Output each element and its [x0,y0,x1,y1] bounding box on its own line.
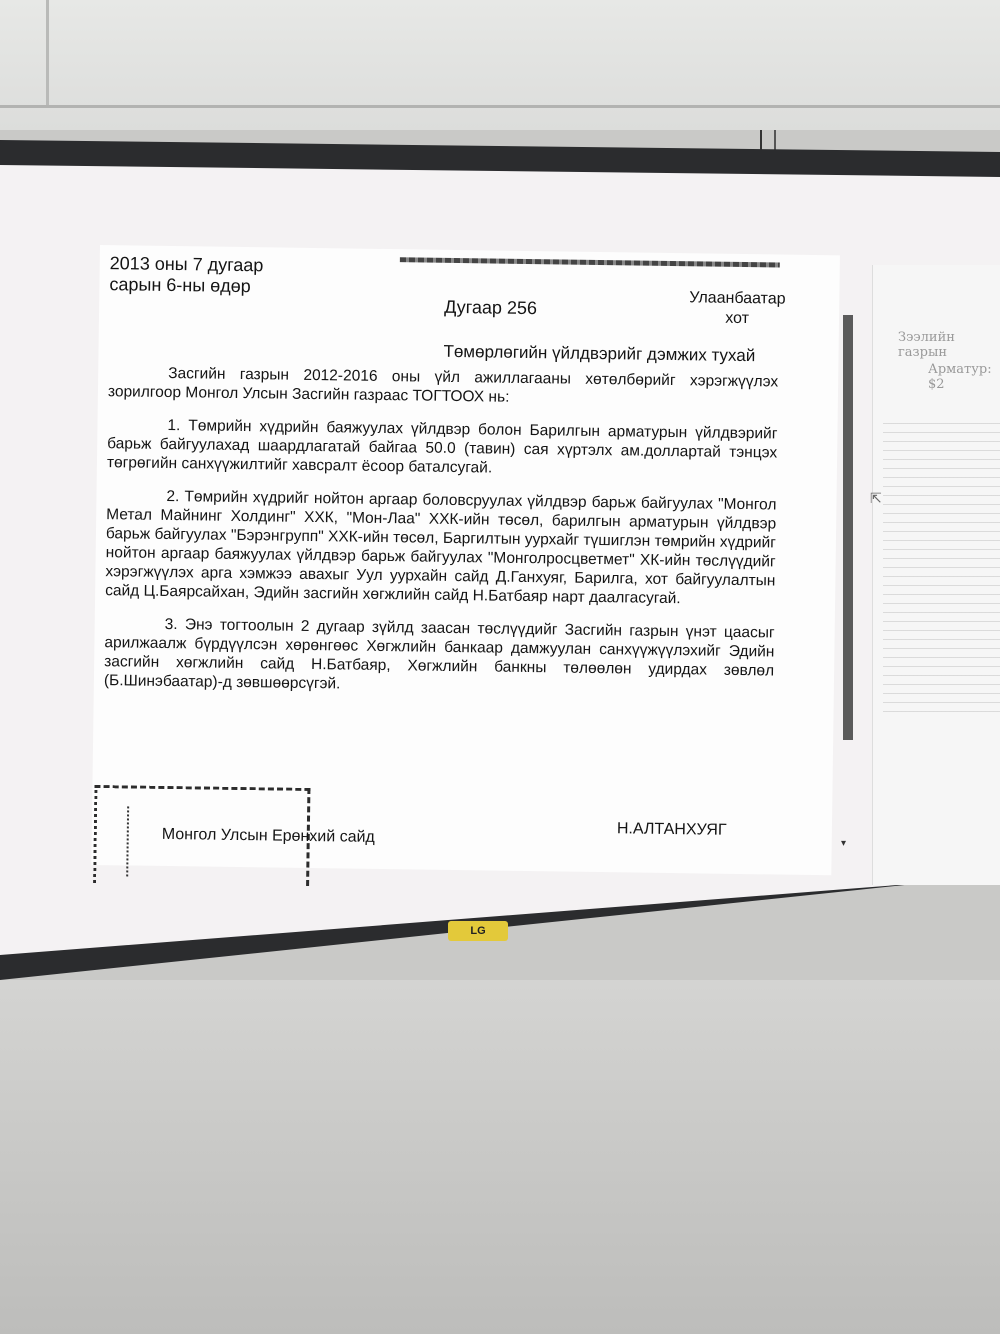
city-line-1: Улаанбаатар [689,289,786,308]
side-line-1: Зээлийн газрын [898,330,955,360]
ceiling-edge [0,105,1000,108]
item-3: 3. Энэ тогтоолын 2 дугаар зүйлд заасан төслүүдийг Засгийн газрын үнэт цаасыг арилжаалж бүрдүүлсэн хөрөнгөөс Хөгжлийн банкаар дамжуулан санхүүжүүлэхийг Эдийн засгийн хөгжлийн сайд Н.Батбаяр, Хөгжлийн банкны төлөөлөн удирдах зөвлөл (Б.Шинэбаатар)-д зөвшөөрсүгэй. [103,615,775,693]
scanned-document [91,245,840,875]
item-1: 1. Төмрийн хүдрийн баяжуулах үйлдвэр болон Барилгын арматурын үйлдвэрийг барьж байгуулахад шаардлагатай байгаа 50.0 (тавин) сая хүртэлх ам.доллартай тэнцэх төгрөгийн санхүүжилтийг хавсралт ёсоор баталсугай. [106,416,778,477]
item-2: 2. Төмрийн хүдрийг нойтон аргаар боловсруулах үйлдвэр барьж байгуулах "Монгол Метал Майнинг Холдинг" ХХК, "Мон-Лаа" ХХК-ийн төсөл, барилгын арматурын үйлдвэр барьж байгуулах "Бэрэнгрупп" ХХК-ийн төсөл, Баргилтын уурхайг түшиглэн төмрийн хүдрийг нойтон аргаар баяжуулах үйлдвэр барьж байгуулах "Монголросцветмет" ХК-ийн төслүүдийг хэрэгжүүлэх арга хэмжээ авахыг Уул уурхайн сайд Д.Ганхуяг, Барилга, хот байгуулалтын сайд Ц.Баярсайхан, Эдийн засгийн хөгжлийн сайд Н.Батбаяр нарт даалгасугай. [105,487,777,608]
date-line-2: сарын 6-ны өдөр [109,274,251,297]
tv-logo: LG [448,921,508,941]
cursor-icon: ⇱ [870,490,882,506]
intro-paragraph: Засгийн газрын 2012-2016 оны үйл ажиллагааны хөтөлбөрийг хэрэгжүүлэх зорилгоор Монгол Улсын Засгийн газраас ТОГТООХ нь: [107,364,779,406]
side-document-preview[interactable] [872,265,1000,885]
wall-ceiling [0,0,1000,130]
document-number: Дугаар 256 [444,296,538,319]
document-date [109,253,263,297]
side-line-2: Арматур: $2 [928,362,992,392]
signer-name: Н.АЛТАНХУЯГ [616,820,727,839]
date-line-1: 2013 оны 7 дугаар [109,253,264,276]
document-body [104,363,779,713]
scrollbar[interactable] [843,315,853,740]
scroll-down-icon[interactable]: ▾ [841,838,847,849]
document-city [689,288,786,329]
side-text-lines [883,415,1000,715]
signature-area [91,785,832,895]
scan-artifact [400,257,780,267]
ceiling-seam [46,0,49,105]
signer-title: Монгол Улсын Ерөнхий сайд [161,825,375,846]
city-line-2: хот [725,309,750,328]
document-title: Төмөрлөгийн үйлдвэрийг дэмжих тухай [443,341,756,366]
wall [0,980,1000,1334]
